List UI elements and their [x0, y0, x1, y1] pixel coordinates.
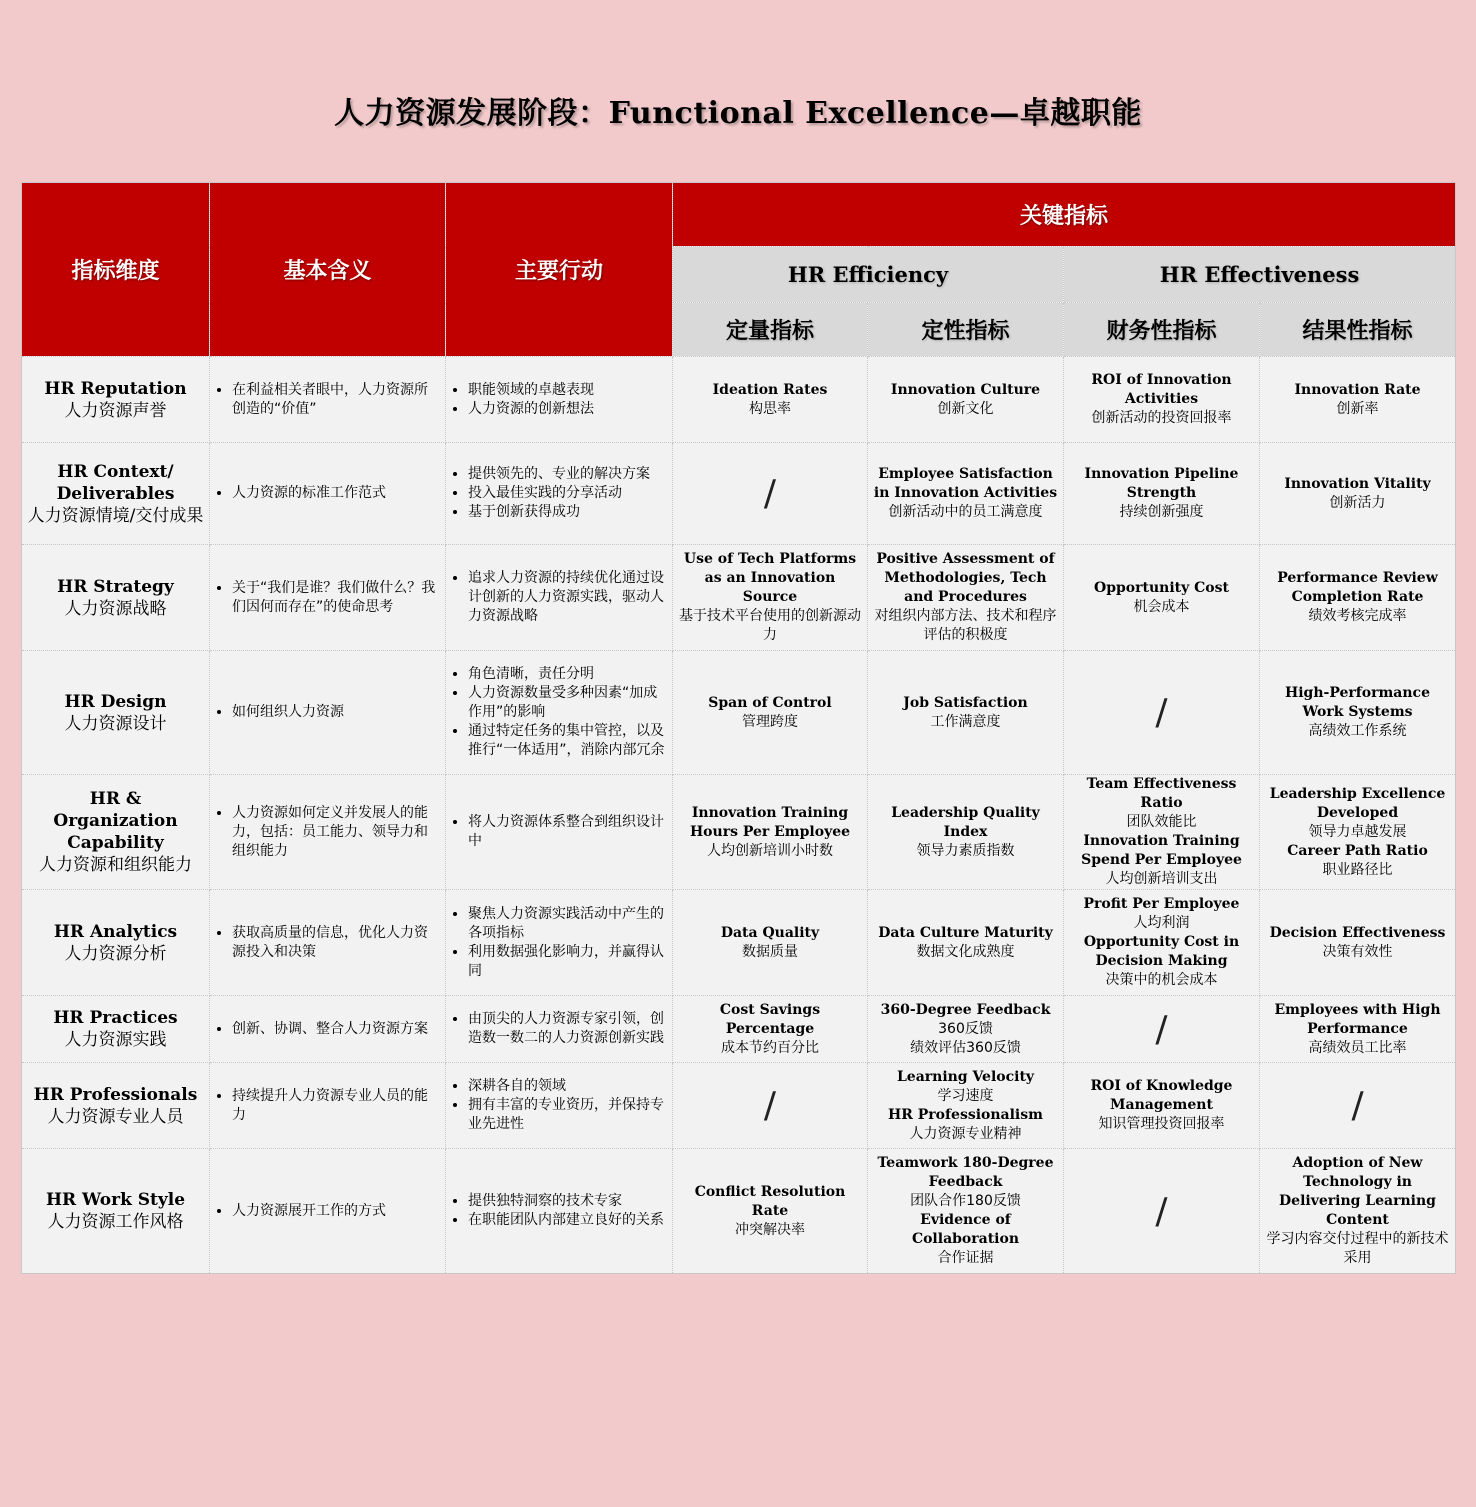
list-item: • 人力资源如何定义并发展人的能力，包括：员工能力、领导力和组织能力: [232, 804, 441, 861]
metric-zh: 知识管理投资回报率: [1098, 1116, 1225, 1132]
metric-zh: 人均利润: [1133, 915, 1190, 931]
action-cell: [446, 1063, 673, 1149]
list-item: • 利用数据强化影响力，并赢得认同: [468, 943, 668, 981]
dimension-en: HR Practices: [53, 1008, 178, 1028]
empty-slash: /: [1155, 692, 1168, 733]
empty-slash: /: [763, 1085, 777, 1126]
action-cell-list: [450, 1077, 668, 1134]
quantitative-metric-cell: [673, 443, 868, 545]
list-item: • 在利益相关者眼中，人力资源所创造的“价值”: [232, 381, 441, 419]
action-cell-list: [450, 813, 668, 851]
meaning-cell: [210, 357, 446, 443]
page-title: 人力资源发展阶段：Functional Excellence—卓越职能: [334, 96, 1142, 131]
metric-en: Learning Velocity: [896, 1068, 1035, 1085]
metric-zh: 冲突解决率: [735, 1221, 805, 1238]
action-cell: [446, 775, 673, 890]
action-cell-list: [450, 1192, 668, 1230]
metric-en: HR Professionalism: [888, 1106, 1043, 1123]
table-row: [22, 890, 1456, 996]
metric-en: Opportunity Cost: [1094, 579, 1229, 596]
list-item: • 创新、协调、整合人力资源方案: [232, 1020, 441, 1039]
metric-en: ROI of Knowledge Management: [1090, 1078, 1233, 1113]
dimension-cell: [22, 775, 210, 890]
meaning-cell-list: [214, 579, 441, 617]
result-metric-cell: [1260, 890, 1456, 996]
meaning-cell-list: [214, 381, 441, 419]
meaning-cell-list: [214, 1020, 441, 1039]
list-item: • 通过特定任务的集中管控，以及推行“一体适用”，消除内部冗余: [468, 722, 668, 760]
dimension-cell: [22, 443, 210, 545]
qualitative-metric-cell: [868, 890, 1064, 996]
dimension-zh: 人力资源设计: [64, 713, 167, 734]
quantitative-metric-cell: [673, 357, 868, 443]
quantitative-metric-cell: [673, 775, 868, 890]
list-item: • 投入最佳实践的分享活动: [468, 484, 668, 503]
list-item: • 追求人力资源的持续优化通过设计创新的人力资源实践，驱动人力资源战略: [468, 569, 668, 626]
header-qualitative: 定性指标: [868, 303, 1064, 357]
table-row: [22, 357, 1456, 443]
metric-zh: 创新活动中的员工满意度: [888, 504, 1043, 520]
metric-zh: 创新活动的投资回报率: [1091, 410, 1232, 426]
action-cell: [446, 651, 673, 775]
qualitative-metric-cell: [868, 775, 1064, 890]
metric-zh: 机会成本: [1133, 598, 1190, 615]
metric-zh: 领导力素质指数: [916, 842, 1015, 859]
table-row: [22, 443, 1456, 545]
action-cell-list: [450, 1010, 668, 1048]
metric-zh: 管理跨度: [742, 713, 798, 730]
qualitative-metric-cell: [868, 1149, 1064, 1274]
list-item: • 将人力资源体系整合到组织设计中: [468, 813, 668, 851]
list-item: • 人力资源的标准工作范式: [232, 484, 441, 503]
quantitative-metric-cell: [673, 1063, 868, 1149]
financial-metric-cell: [1064, 443, 1260, 545]
empty-slash: /: [1351, 1085, 1364, 1126]
hr-metrics-table: [21, 182, 1456, 1274]
dimension-zh: 人力资源分析: [64, 943, 167, 964]
metric-zh: 对组织内部方法、技术和程序评估的积极度: [874, 608, 1057, 643]
metric-en: Teamwork 180-Degree Feedback: [877, 1155, 1054, 1190]
metric-zh: 数据文化成熟度: [916, 943, 1015, 960]
list-item: • 聚焦人力资源实践活动中产生的各项指标: [468, 905, 668, 943]
action-cell: [446, 890, 673, 996]
metric-en: Decision Effectiveness: [1269, 924, 1446, 941]
metric-en: Opportunity Cost in Decision Making: [1083, 934, 1240, 969]
metric-zh: 创新文化: [937, 400, 994, 417]
metric-zh: 持续创新强度: [1119, 504, 1204, 520]
metric-zh: 工作满意度: [930, 713, 1001, 730]
dimension-en: HR Strategy: [57, 576, 174, 597]
action-cell: [446, 996, 673, 1063]
financial-metric-cell: [1064, 775, 1260, 890]
metric-en: Innovation Rate: [1294, 381, 1421, 398]
list-item: • 提供领先的、专业的解决方案: [468, 465, 668, 484]
list-item: • 角色清晰，责任分明: [468, 665, 668, 684]
header-result: 结果性指标: [1260, 303, 1456, 357]
dimension-en: HR Analytics: [53, 921, 178, 942]
list-item: • 拥有丰富的专业资历，并保持专业先进性: [468, 1096, 668, 1134]
financial-metric-cell: [1064, 545, 1260, 651]
result-metric-cell: [1260, 775, 1456, 890]
metric-zh: 团队效能比: [1126, 814, 1197, 830]
action-cell-list: [450, 465, 668, 522]
metric-en: Use of Tech Platforms as an Innovation Source: [683, 551, 857, 605]
dimension-cell: [22, 357, 210, 443]
metric-en: Profit Per Employee: [1083, 896, 1240, 912]
dimension-en: HR Professionals: [33, 1084, 198, 1105]
metric-zh: 职业路径比: [1322, 861, 1393, 878]
dimension-zh: 人力资源专业人员: [47, 1106, 184, 1127]
metric-zh: 绩效评估360反馈: [910, 1039, 1021, 1056]
metric-en: Data Quality: [720, 924, 820, 941]
metric-zh: 基于技术平台使用的创新源动力: [679, 608, 861, 643]
metric-en: ROI of Innovation Activities: [1091, 372, 1232, 407]
list-item: • 提供独特洞察的技术专家: [468, 1192, 668, 1211]
action-cell: [446, 545, 673, 651]
financial-metric-cell: [1064, 996, 1260, 1063]
metric-zh: 高绩效员工比率: [1308, 1039, 1407, 1056]
dimension-cell: [22, 890, 210, 996]
list-item: • 持续提升人力资源专业人员的能力: [232, 1087, 441, 1125]
list-item: • 深耕各自的领域: [468, 1077, 668, 1096]
meaning-cell-list: [214, 924, 441, 962]
action-cell-list: [450, 905, 668, 981]
metric-zh: 创新活力: [1329, 494, 1386, 511]
header-financial: 财务性指标: [1064, 303, 1260, 357]
metric-zh: 创新率: [1336, 400, 1379, 417]
metric-zh: 成本节约百分比: [721, 1039, 819, 1056]
qualitative-metric-cell: [868, 443, 1064, 545]
table-row: [22, 1149, 1456, 1274]
header-dimension: 指标维度: [22, 183, 210, 357]
list-item: • 人力资源数量受多种因素“加成作用”的影响: [468, 684, 668, 722]
financial-metric-cell: [1064, 1149, 1260, 1274]
result-metric-cell: [1260, 1063, 1456, 1149]
metric-en: Employees with High Performance: [1274, 1001, 1441, 1037]
list-item: • 由顶尖的人力资源专家引领，创造数一数二的人力资源创新实践: [468, 1010, 668, 1048]
quantitative-metric-cell: [673, 651, 868, 775]
quantitative-metric-cell: [673, 1149, 868, 1274]
meaning-cell-list: [214, 484, 441, 503]
metric-en: 360-Degree Feedback: [880, 1001, 1051, 1018]
metric-zh: 团队合作180反馈: [910, 1193, 1021, 1209]
metric-en: Innovation Culture: [890, 381, 1041, 398]
financial-metric-cell: [1064, 357, 1260, 443]
dimension-cell: [22, 651, 210, 775]
action-cell-list: [450, 569, 668, 626]
quantitative-metric-cell: [673, 996, 868, 1063]
table-row: [22, 651, 1456, 775]
list-item: • 获取高质量的信息，优化人力资源投入和决策: [232, 924, 441, 962]
result-metric-cell: [1260, 651, 1456, 775]
metric-en: Positive Assessment of Methodologies, Tech and Procedures: [876, 551, 1055, 605]
financial-metric-cell: [1064, 1063, 1260, 1149]
metric-en: Job Satisfaction: [903, 694, 1028, 711]
empty-slash: /: [1155, 1190, 1168, 1232]
metric-en: Adoption of New Technology in Delivering Learning Content: [1279, 1155, 1436, 1228]
metric-zh: 人均创新培训支出: [1105, 871, 1218, 887]
metric-en: Conflict Resolution Rate: [694, 1183, 846, 1219]
dimension-cell: [22, 996, 210, 1063]
table-row: [22, 775, 1456, 890]
metric-en: Employee Satisfaction in Innovation Activities: [873, 466, 1058, 501]
result-metric-cell: [1260, 996, 1456, 1063]
result-metric-cell: [1260, 357, 1456, 443]
dimension-zh: 人力资源和组织能力: [39, 855, 192, 875]
list-item: • 关于“我们是谁？我们做什么？我们因何而存在”的使命思考: [232, 579, 441, 617]
meaning-cell: [210, 1063, 446, 1149]
metric-en: Leadership Quality Index: [891, 804, 1040, 840]
table-row: [22, 1063, 1456, 1149]
metric-zh: 学习内容交付过程中的新技术采用: [1266, 1231, 1449, 1266]
qualitative-metric-cell: [868, 545, 1064, 651]
metric-zh: 决策有效性: [1322, 943, 1393, 960]
result-metric-cell: [1260, 545, 1456, 651]
metric-zh: 360反馈: [938, 1020, 993, 1037]
action-cell: [446, 443, 673, 545]
metric-en: Career Path Ratio: [1287, 842, 1428, 859]
qualitative-metric-cell: [868, 651, 1064, 775]
metric-zh: 决策中的机会成本: [1105, 972, 1218, 988]
empty-slash: /: [1155, 1008, 1168, 1050]
qualitative-metric-cell: [868, 996, 1064, 1063]
meaning-cell: [210, 651, 446, 775]
metric-en: Data Culture Maturity: [878, 924, 1053, 941]
metric-zh: 合作证据: [937, 1250, 994, 1266]
meaning-cell: [210, 996, 446, 1063]
action-cell-list: [450, 665, 668, 760]
metric-en: Leadership Excellence Developed: [1269, 785, 1446, 821]
meaning-cell-list: [214, 804, 441, 861]
action-cell-list: [450, 381, 668, 419]
meaning-cell-list: [214, 703, 441, 722]
dimension-en: HR & Organization Capability: [53, 789, 178, 853]
metric-en: Evidence of Collaboration: [911, 1212, 1020, 1247]
dimension-zh: 人力资源工作风格: [47, 1212, 184, 1232]
result-metric-cell: [1260, 1149, 1456, 1274]
metric-zh: 领导力卓越发展: [1308, 823, 1407, 840]
metric-zh: 构思率: [749, 400, 791, 417]
dimension-cell: [22, 1063, 210, 1149]
dimension-en: HR Context/ Deliverables: [56, 461, 175, 504]
empty-slash: /: [763, 473, 777, 514]
action-cell: [446, 1149, 673, 1274]
quantitative-metric-cell: [673, 890, 868, 996]
header-quantitative: 定量指标: [673, 303, 868, 357]
metric-zh: 人力资源专业精神: [909, 1125, 1022, 1142]
financial-metric-cell: [1064, 890, 1260, 996]
header-hr-effectiveness: HR Effectiveness: [1064, 247, 1456, 303]
dimension-en: HR Design: [64, 691, 167, 712]
list-item: • 在职能团队内部建立良好的关系: [468, 1211, 668, 1230]
dimension-zh: 人力资源声誉: [64, 400, 167, 421]
header-key-metrics: 关键指标: [673, 183, 1456, 247]
metric-en: Innovation Training Spend Per Employee: [1081, 833, 1242, 868]
header-meaning: 基本含义: [210, 183, 446, 357]
list-item: • 职能领域的卓越表现: [468, 381, 668, 400]
meaning-cell-list: [214, 1087, 441, 1125]
metric-zh: 绩效考核完成率: [1308, 608, 1407, 624]
meaning-cell: [210, 443, 446, 545]
meaning-cell: [210, 1149, 446, 1274]
metric-en: High-Performance Work Systems: [1285, 685, 1430, 720]
dimension-en: HR Work Style: [45, 1190, 186, 1210]
metric-en: Innovation Vitality: [1284, 475, 1431, 492]
list-item: • 人力资源的创新想法: [468, 400, 668, 419]
meaning-cell-list: [214, 1202, 441, 1221]
qualitative-metric-cell: [868, 357, 1064, 443]
list-item: • 人力资源展开工作的方式: [232, 1202, 441, 1221]
dimension-zh: 人力资源实践: [64, 1030, 167, 1050]
header-hr-efficiency: HR Efficiency: [673, 247, 1064, 303]
dimension-cell: [22, 1149, 210, 1274]
metric-zh: 数据质量: [742, 943, 798, 960]
action-cell: [446, 357, 673, 443]
metric-en: Cost Savings Percentage: [719, 1001, 821, 1037]
metric-en: Performance Review Completion Rate: [1277, 570, 1438, 605]
list-item: • 基于创新获得成功: [468, 503, 668, 522]
metric-zh: 学习速度: [937, 1087, 994, 1104]
header-action: 主要行动: [446, 183, 673, 357]
metric-en: Team Effectiveness Ratio: [1086, 776, 1237, 811]
metric-zh: 人均创新培训小时数: [707, 842, 833, 859]
metric-zh: 高绩效工作系统: [1308, 723, 1407, 739]
quantitative-metric-cell: [673, 545, 868, 651]
metric-en: Innovation Pipeline Strength: [1084, 466, 1239, 501]
result-metric-cell: [1260, 443, 1456, 545]
dimension-zh: 人力资源情境/交付成果: [27, 505, 204, 526]
metric-en: Ideation Rates: [712, 381, 828, 398]
list-item: • 如何组织人力资源: [232, 703, 441, 722]
meaning-cell: [210, 775, 446, 890]
qualitative-metric-cell: [868, 1063, 1064, 1149]
dimension-en: HR Reputation: [44, 378, 187, 399]
metric-en: Span of Control: [708, 694, 832, 711]
metric-en: Innovation Training Hours Per Employee: [689, 804, 851, 840]
dimension-cell: [22, 545, 210, 651]
table-row: [22, 996, 1456, 1063]
dimension-zh: 人力资源战略: [64, 598, 167, 619]
meaning-cell: [210, 545, 446, 651]
table-row: [22, 545, 1456, 651]
meaning-cell: [210, 890, 446, 996]
financial-metric-cell: [1064, 651, 1260, 775]
